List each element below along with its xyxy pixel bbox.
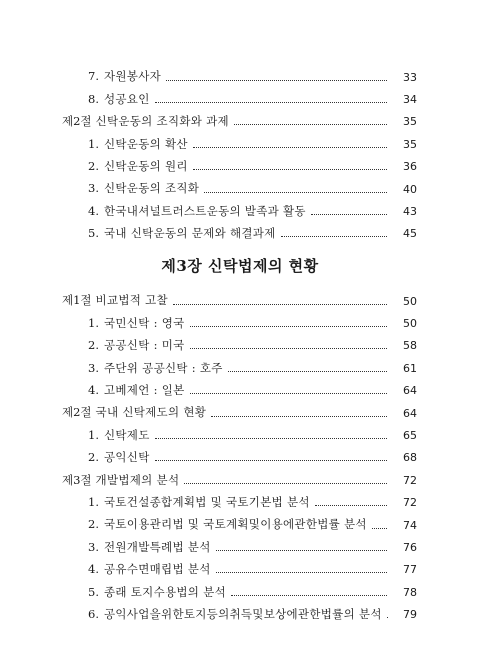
- toc-entry-number: 3.: [88, 539, 99, 554]
- toc-entry-title: 비교법적 고찰: [95, 293, 168, 308]
- toc-section-entry: [0, 402, 480, 424]
- toc-entry-number: 1.: [88, 136, 99, 151]
- toc-entry-number: 7.: [88, 69, 99, 84]
- toc-entry-page-number: 72: [403, 496, 417, 510]
- dot-leader: [211, 416, 387, 417]
- dot-leader: [311, 214, 387, 215]
- toc-entry-page-number: 61: [403, 361, 417, 375]
- toc-section-continued: [0, 66, 480, 245]
- toc-entry-page-number: 58: [403, 339, 417, 353]
- dot-leader: [184, 483, 387, 484]
- toc-section-entry: [0, 469, 480, 491]
- dot-leader: [155, 102, 387, 103]
- dot-leader: [190, 393, 387, 394]
- toc-entry-title: 자원봉사자: [103, 69, 162, 84]
- toc-entry-page-number: 43: [403, 205, 417, 219]
- toc-entry-title: 공유수면매립법 분석: [103, 562, 211, 577]
- toc-entry-number: 제3절: [62, 472, 92, 487]
- toc-entry-title: 국내 신탁운동의 문제와 해결과제: [103, 226, 276, 241]
- toc-entry-number: 4.: [88, 383, 99, 397]
- toc-entry-page-number: 64: [403, 384, 417, 398]
- toc-entry-title: 국토이용관리법 및 국토계획및이용에관한법률 분석: [103, 517, 367, 532]
- toc-entry-page-number: 79: [403, 608, 417, 622]
- toc-entry-page-number: 50: [403, 317, 417, 331]
- toc-entry-page-number: 65: [403, 429, 417, 443]
- toc-entry-number: 3.: [88, 181, 99, 196]
- toc-subsection-entry: [0, 88, 480, 110]
- chapter-title: 제3장 신탁법제의 현황: [161, 257, 319, 275]
- toc-entry-title: 국민신탁 : 영국: [103, 315, 185, 330]
- toc-entry-page-number: 45: [403, 227, 417, 241]
- dot-leader: [372, 528, 387, 529]
- dot-leader: [234, 124, 387, 125]
- toc-subsection-entry: [0, 335, 480, 357]
- dot-leader: [190, 348, 387, 349]
- toc-entry-number: 2.: [88, 159, 99, 173]
- toc-entry-page-number: 40: [403, 182, 417, 196]
- toc-subsection-entry: [0, 536, 480, 558]
- dot-leader: [173, 304, 387, 305]
- toc-subsection-entry: [0, 66, 480, 88]
- toc-entry-title: 국내 신탁제도의 현황: [95, 405, 207, 420]
- toc-entry-number: 4.: [88, 562, 99, 577]
- toc-subsection-entry: [0, 200, 480, 222]
- toc-entry-page-number: 64: [403, 406, 417, 420]
- toc-entry-number: 2.: [88, 450, 99, 465]
- toc-entry-page-number: 50: [403, 294, 417, 308]
- dot-leader: [155, 460, 387, 461]
- toc-entry-title: 고베제언 : 일본: [103, 383, 185, 397]
- toc-entry-title: 국토건설종합계획법 및 국토기본법 분석: [103, 494, 310, 509]
- toc-entry-title: 신탁운동의 조직화: [103, 181, 200, 196]
- dot-leader: [155, 438, 387, 439]
- toc-entry-number: 2.: [88, 338, 99, 353]
- toc-entry-page-number: 68: [403, 451, 417, 465]
- dot-leader: [190, 326, 387, 327]
- toc-subsection-entry: [0, 223, 480, 245]
- toc-entry-page-number: 33: [403, 70, 417, 84]
- toc-entry-page-number: 74: [403, 518, 417, 532]
- dot-leader: [204, 192, 387, 193]
- toc-entry-number: 8.: [88, 91, 99, 106]
- toc-entry-title: 성공요인: [103, 91, 150, 106]
- toc-entry-page-number: 36: [403, 160, 417, 174]
- toc-entry-title: 신탁운동의 원리: [103, 159, 188, 173]
- toc-section-entry: [0, 111, 480, 133]
- toc-entry-number: 4.: [88, 203, 99, 218]
- dot-leader: [216, 550, 387, 551]
- toc-subsection-entry: [0, 133, 480, 155]
- toc-entry-page-number: 77: [403, 563, 417, 577]
- toc-subsection-entry: [0, 514, 480, 536]
- toc-section-entry: [0, 290, 480, 312]
- toc-entry-title: 주단위 공공신탁 : 호주: [103, 360, 223, 375]
- toc-subsection-entry: [0, 156, 480, 178]
- toc-entry-page-number: 35: [403, 137, 417, 151]
- toc-entry-title: 공익신탁: [103, 450, 150, 465]
- toc-entry-number: 3.: [88, 360, 99, 375]
- toc-subsection-entry: [0, 603, 480, 625]
- dot-leader: [193, 169, 387, 170]
- toc-entry-page-number: 76: [403, 540, 417, 554]
- toc-entry-title: 신탁제도: [103, 427, 150, 442]
- toc-entry-title: 신탁운동의 조직화와 과제: [95, 114, 229, 129]
- toc-subsection-entry: [0, 447, 480, 469]
- toc-entry-number: 1.: [88, 494, 99, 509]
- toc-section-chapter3: [0, 290, 480, 626]
- toc-subsection-entry: [0, 559, 480, 581]
- dot-leader: [166, 80, 387, 81]
- dot-leader: [281, 236, 387, 237]
- toc-entry-number: 제2절: [62, 114, 92, 129]
- toc-entry-number: 5.: [88, 584, 99, 599]
- toc-entry-number: 1.: [88, 427, 99, 442]
- toc-subsection-entry: [0, 424, 480, 446]
- dot-leader: [228, 371, 387, 372]
- toc-entry-number: 5.: [88, 226, 99, 241]
- dot-leader: [315, 505, 387, 506]
- toc-entry-number: 2.: [88, 517, 99, 532]
- dot-leader: [216, 572, 387, 573]
- toc-subsection-entry: [0, 312, 480, 334]
- dot-leader: [193, 147, 387, 148]
- toc-subsection-entry: [0, 492, 480, 514]
- toc-entry-title: 개발법제의 분석: [95, 472, 180, 487]
- toc-entry-number: 제2절: [62, 405, 92, 420]
- toc-entry-title: 전원개발특례법 분석: [103, 539, 211, 554]
- toc-subsection-entry: [0, 357, 480, 379]
- toc-entry-title: 공익사업을위한토지등의취득및보상에관한법률의 분석: [103, 606, 382, 621]
- toc-entry-number: 6.: [88, 606, 99, 621]
- toc-entry-number: 1.: [88, 315, 99, 330]
- toc-subsection-entry: [0, 178, 480, 200]
- toc-entry-page-number: 35: [403, 115, 417, 129]
- toc-subsection-entry: [0, 581, 480, 603]
- toc-entry-title: 한국내셔널트러스트운동의 발족과 활동: [103, 203, 306, 218]
- toc-subsection-entry: [0, 380, 480, 402]
- toc-entry-number: 제1절: [62, 293, 92, 308]
- toc-entry-page-number: 78: [403, 585, 417, 599]
- toc-entry-title: 종래 토지수용법의 분석: [103, 584, 226, 599]
- toc-entry-page-number: 34: [403, 93, 417, 107]
- toc-entry-page-number: 72: [403, 473, 417, 487]
- dot-leader: [231, 595, 387, 596]
- toc-entry-title: 공공신탁 : 미국: [103, 338, 185, 353]
- toc-entry-title: 신탁운동의 확산: [103, 136, 188, 151]
